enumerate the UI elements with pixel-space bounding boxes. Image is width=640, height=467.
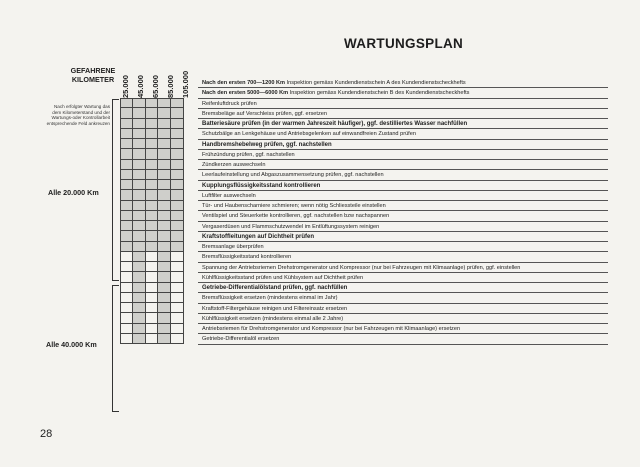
checkbox-cell[interactable] — [146, 283, 159, 293]
checkbox-cell[interactable] — [171, 334, 184, 344]
checkbox-cell[interactable] — [171, 98, 184, 108]
task-row: Schutzbälge an Lenkgehäuse und Antriebsgelenken auf einwandfreien Zustand prüfen — [198, 129, 608, 139]
checkbox-cell[interactable] — [146, 252, 159, 262]
checkbox-cell[interactable] — [146, 98, 159, 108]
checkbox-cell[interactable] — [146, 231, 159, 241]
checkbox-cell[interactable] — [158, 170, 171, 180]
task-row: Frühzündung prüfen, ggf. nachstellen — [198, 150, 608, 160]
checkbox-cell[interactable] — [133, 221, 146, 231]
task-row: Tür- und Haubenscharniere schmieren; wenn nötig Schliessteile einstellen — [198, 201, 608, 211]
checkbox-cell[interactable] — [146, 129, 159, 139]
checkbox-cell[interactable] — [158, 201, 171, 211]
checkbox-cell[interactable] — [158, 190, 171, 200]
grid-row — [120, 334, 194, 344]
grid-row — [120, 201, 194, 211]
checkbox-cell[interactable] — [133, 272, 146, 282]
checkbox-cell[interactable] — [146, 190, 159, 200]
checkbox-cell[interactable] — [158, 98, 171, 108]
checkbox-cell[interactable] — [171, 149, 184, 159]
grid-row — [120, 293, 194, 303]
checkbox-cell[interactable] — [120, 303, 133, 313]
checkbox-cell[interactable] — [171, 139, 184, 149]
checkbox-cell[interactable] — [146, 149, 159, 159]
checkbox-cell[interactable] — [146, 180, 159, 190]
checkbox-cell[interactable] — [171, 262, 184, 272]
checkbox-cell[interactable] — [171, 303, 184, 313]
col-label: 65.000 — [151, 75, 160, 98]
checkbox-cell[interactable] — [158, 139, 171, 149]
task-row: Antriebsriemen für Drehstromgenerator und Kompressor (nur bei Fahrzeugen mit Klimaanlage) ersetzen — [198, 324, 608, 334]
checkbox-cell[interactable] — [158, 180, 171, 190]
checkbox-cell[interactable] — [158, 283, 171, 293]
task-row: Kraftstoff-Filtergehäuse reinigen und Filtereinsatz ersetzen — [198, 304, 608, 314]
group-label-20k: Alle 20.000 Km — [48, 188, 99, 197]
task-row: Bremsflüssigkeitsstand kontrollieren — [198, 252, 608, 262]
checkbox-cell[interactable] — [171, 252, 184, 262]
checkbox-cell[interactable] — [120, 262, 133, 272]
task-row: Spannung der Antriebsriemen Drehstromgenerator und Kompressor (nur bei Fahrzeugen mit Klimaanlage) prüfen, ggf. einstellen — [198, 263, 608, 273]
task-row: Getriebe-Differentialölstand prüfen, ggf. nachfüllen — [198, 283, 608, 293]
grid-row — [120, 129, 194, 139]
task-row: Luftfilter auswechseln — [198, 191, 608, 201]
col-label: 25.000 — [121, 75, 130, 98]
checkbox-cell[interactable] — [146, 139, 159, 149]
task-row: Handbremshebelweg prüfen, ggf. nachstellen — [198, 140, 608, 150]
checkbox-cell[interactable] — [133, 313, 146, 323]
checkbox-cell[interactable] — [158, 211, 171, 221]
task-row: Getriebe-Differentialöl ersetzen — [198, 334, 608, 344]
checkbox-cell[interactable] — [133, 283, 146, 293]
task-row: Kühlflüssigkeit ersetzen (mindestens einmal alle 2 Jahre) — [198, 314, 608, 324]
checkbox-cell[interactable] — [146, 160, 159, 170]
checkbox-cell[interactable] — [146, 211, 159, 221]
grid-row — [120, 303, 194, 313]
col-label: 45.000 — [136, 75, 145, 98]
checkbox-cell[interactable] — [158, 129, 171, 139]
grid-row — [120, 108, 194, 118]
checkbox-cell[interactable] — [146, 108, 159, 118]
checkbox-cell[interactable] — [171, 211, 184, 221]
checkbox-cell[interactable] — [120, 201, 133, 211]
checkbox-cell[interactable] — [133, 201, 146, 211]
task-row: Leerlaufeinstellung und Abgaszusammensetzung prüfen, ggf. nachstellen — [198, 170, 608, 180]
grid-row — [120, 242, 194, 252]
checkbox-cell[interactable] — [120, 221, 133, 231]
checkbox-cell[interactable] — [146, 262, 159, 272]
checkbox-cell[interactable] — [171, 190, 184, 200]
checkbox-cell[interactable] — [133, 129, 146, 139]
grid-row — [120, 170, 194, 180]
task-row: Batteriesäure prüfen (in der warmen Jahreszeit häufiger), ggf. destilliertes Wasser nachfüllen — [198, 119, 608, 129]
checkbox-cell[interactable] — [120, 242, 133, 252]
grid-row — [120, 98, 194, 108]
checkbox-cell[interactable] — [158, 242, 171, 252]
grid-row — [120, 324, 194, 334]
task-row: Kraftstoffleitungen auf Dichtheit prüfen — [198, 232, 608, 242]
checkbox-cell[interactable] — [158, 313, 171, 323]
checkbox-cell[interactable] — [133, 108, 146, 118]
checkbox-cell[interactable] — [120, 119, 133, 129]
checkbox-cell[interactable] — [133, 190, 146, 200]
grid-row — [120, 283, 194, 293]
checkbox-cell[interactable] — [158, 293, 171, 303]
checkbox-cell[interactable] — [120, 108, 133, 118]
grid-row — [120, 231, 194, 241]
checkbox-cell[interactable] — [171, 313, 184, 323]
checkbox-cell[interactable] — [146, 293, 159, 303]
checkbox-cell[interactable] — [171, 242, 184, 252]
checkbox-cell[interactable] — [158, 149, 171, 159]
grid-row — [120, 119, 194, 129]
maintenance-rows — [198, 78, 608, 345]
grid-row — [120, 139, 194, 149]
checkbox-cell[interactable] — [120, 160, 133, 170]
task-row: Reifenluftdruck prüfen — [198, 99, 608, 109]
checkbox-cell[interactable] — [171, 108, 184, 118]
checkbox-cell[interactable] — [120, 272, 133, 282]
checkbox-cell[interactable] — [133, 303, 146, 313]
header-row-title: Nach den ersten 700—1200 Km — [202, 80, 286, 86]
checkbox-cell[interactable] — [146, 313, 159, 323]
checkbox-cell[interactable] — [120, 283, 133, 293]
checkbox-cell[interactable] — [171, 201, 184, 211]
group-label-40k: Alle 40.000 Km — [46, 340, 97, 349]
task-row: Bremsanlage überprüfen — [198, 242, 608, 252]
header-row-title: Nach den ersten 5000—6000 Km — [202, 90, 289, 97]
header-row — [198, 88, 608, 98]
grid-row — [120, 252, 194, 262]
checkbox-cell[interactable] — [158, 303, 171, 313]
checkbox-cell[interactable] — [120, 98, 133, 108]
checkbox-cell[interactable] — [171, 160, 184, 170]
checkbox-cell[interactable] — [120, 252, 133, 262]
header-row-text: Inspektion gemäss Kundendienstschein B des Kundendienstscheckhefts — [288, 90, 470, 97]
checkbox-cell[interactable] — [158, 108, 171, 118]
checkbox-cell[interactable] — [133, 119, 146, 129]
task-row: Bremsflüssigkeit ersetzen (mindestens einmal im Jahr) — [198, 293, 608, 303]
checkbox-cell[interactable] — [171, 119, 184, 129]
col-label: 105.000 — [181, 70, 190, 98]
grid-row — [120, 180, 194, 190]
page-title: WARTUNGSPLAN — [344, 36, 464, 51]
grid-row — [120, 221, 194, 231]
group-brace-20k — [112, 99, 119, 281]
checkbox-cell[interactable] — [158, 231, 171, 241]
checkbox-cell[interactable] — [158, 334, 171, 344]
checkbox-cell[interactable] — [133, 98, 146, 108]
checkbox-cell[interactable] — [120, 149, 133, 159]
header-row — [198, 78, 608, 88]
checkbox-cell[interactable] — [120, 324, 133, 334]
task-row: Bremsbeläge auf Verschleiss prüfen, ggf. ersetzen — [198, 109, 608, 119]
checkbox-cell[interactable] — [120, 334, 133, 344]
checkbox-cell[interactable] — [133, 149, 146, 159]
checkbox-cell[interactable] — [171, 293, 184, 303]
checkbox-cell[interactable] — [146, 170, 159, 180]
checkbox-cell[interactable] — [133, 231, 146, 241]
task-row: Ventilspiel und Steuerkette kontrollieren, ggf. nachstellen bzw nachspannen — [198, 211, 608, 221]
group-brace-40k — [112, 285, 119, 412]
checkbox-cell[interactable] — [120, 313, 133, 323]
checkbox-cell[interactable] — [133, 180, 146, 190]
task-row: Kühlflüssigkeitsstand prüfen und Kühlsystem auf Dichtheit prüfen — [198, 273, 608, 283]
checkbox-cell[interactable] — [158, 160, 171, 170]
page-number: 28 — [40, 428, 53, 440]
checkbox-cell[interactable] — [133, 262, 146, 272]
checkbox-cell[interactable] — [171, 272, 184, 282]
instruction-note: Nach erfolgter Wartung das dem Kilometerstand und der Wartungs-oder Kontrollarbeit entsprechende Feld ankreuzen — [46, 104, 110, 126]
checkbox-cell[interactable] — [158, 262, 171, 272]
km-column-labels — [120, 60, 196, 98]
checkbox-cell[interactable] — [146, 324, 159, 334]
checkbox-cell[interactable] — [146, 201, 159, 211]
checkbox-cell[interactable] — [171, 324, 184, 334]
checkbox-cell[interactable] — [120, 129, 133, 139]
task-row: Kupplungsflüssigkeitsstand kontrollieren — [198, 181, 608, 191]
grid-row — [120, 211, 194, 221]
checkbox-cell[interactable] — [120, 180, 133, 190]
task-row: Vergaserdüsen und Flammschutzwendel im Entlüftungssystem reinigen — [198, 222, 608, 232]
checkbox-cell[interactable] — [146, 303, 159, 313]
header-row-text: Inspektion gemäss Kundendienstschein A des Kundendienstscheckhefts — [285, 80, 466, 86]
checkbox-cell[interactable] — [133, 160, 146, 170]
checkbox-cell[interactable] — [171, 283, 184, 293]
checkbox-cell[interactable] — [120, 190, 133, 200]
checkbox-cell[interactable] — [146, 221, 159, 231]
checkbox-cell[interactable] — [120, 170, 133, 180]
checkbox-cell[interactable] — [133, 170, 146, 180]
checkbox-cell[interactable] — [171, 180, 184, 190]
checkbox-cell[interactable] — [146, 119, 159, 129]
checkbox-cell[interactable] — [146, 242, 159, 252]
checkbox-cell[interactable] — [171, 221, 184, 231]
km-heading-text: GEFAHRENE KILOMETER — [70, 66, 116, 84]
task-rows — [198, 99, 608, 345]
grid-row — [120, 160, 194, 170]
checkbox-cell[interactable] — [133, 211, 146, 221]
checkbox-cell[interactable] — [133, 252, 146, 262]
checkbox-cell[interactable] — [158, 272, 171, 282]
checkbox-cell[interactable] — [158, 221, 171, 231]
checkbox-cell[interactable] — [171, 170, 184, 180]
checkbox-cell[interactable] — [146, 334, 159, 344]
checkbox-cell[interactable] — [120, 139, 133, 149]
checkbox-cell[interactable] — [158, 252, 171, 262]
checkbox-cell[interactable] — [133, 242, 146, 252]
grid-row — [120, 272, 194, 282]
checkbox-cell[interactable] — [120, 293, 133, 303]
checkbox-cell[interactable] — [146, 272, 159, 282]
checkbox-cell[interactable] — [158, 119, 171, 129]
checkbox-cell[interactable] — [120, 231, 133, 241]
grid-row — [120, 149, 194, 159]
checkbox-cell[interactable] — [120, 211, 133, 221]
checkbox-cell[interactable] — [133, 139, 146, 149]
checkbox-cell[interactable] — [158, 324, 171, 334]
checkbox-cell[interactable] — [133, 293, 146, 303]
checkbox-grid — [120, 98, 194, 344]
grid-row — [120, 190, 194, 200]
task-row: Zündkerzen auswechseln — [198, 160, 608, 170]
checkbox-cell[interactable] — [133, 324, 146, 334]
col-label: 85.000 — [166, 75, 175, 98]
checkbox-cell[interactable] — [133, 334, 146, 344]
grid-row — [120, 313, 194, 323]
checkbox-cell[interactable] — [171, 129, 184, 139]
grid-row — [120, 262, 194, 272]
checkbox-cell[interactable] — [171, 231, 184, 241]
